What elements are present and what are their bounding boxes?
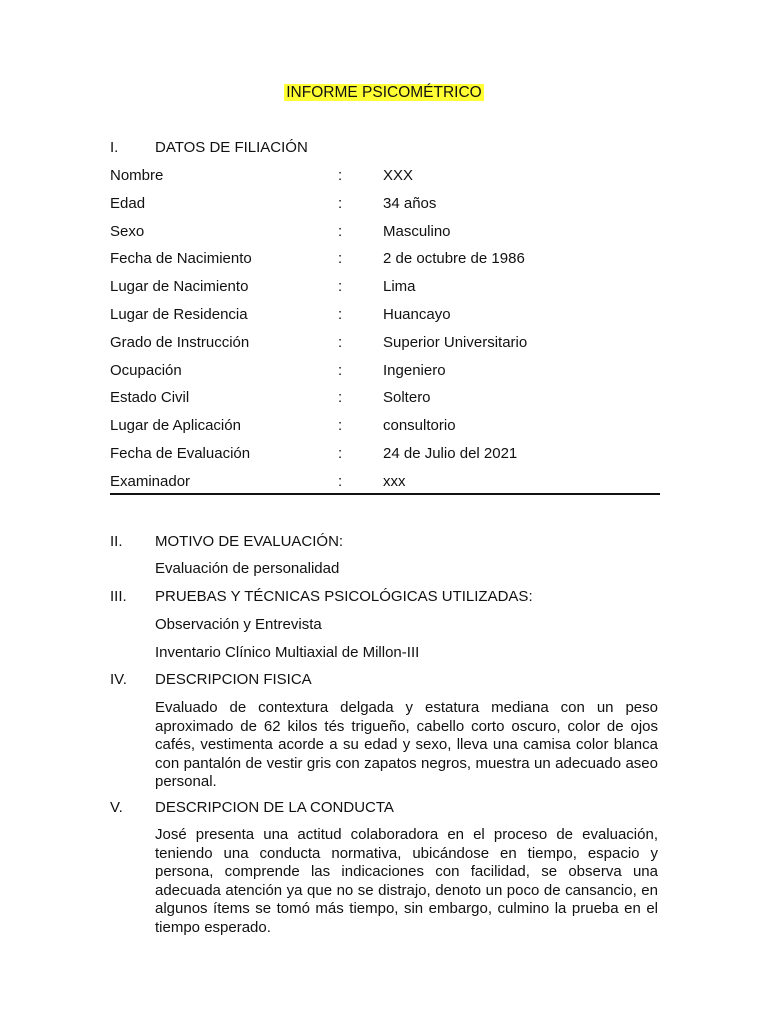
document-title: INFORME PSICOMÉTRICO <box>286 84 482 101</box>
field-label: Nombre <box>110 167 164 184</box>
section-title: DESCRIPCION FISICA <box>155 671 312 688</box>
section-2-heading <box>110 532 670 552</box>
behavior-description-paragraph: José presenta una actitud colaboradora en el proceso de evaluación, teniendo una conducta normativa, ubicándose en tiempo, espacio y persona, comprende las indicaciones con facilidad, se observa una adecuada atención ya que no se distrajo, denoto un poco de cansancio, en algunos ítems se tomó más tiempo, sin embargo, culmino la prueba en el tiempo esperado. <box>155 826 658 936</box>
section-number: I. <box>110 139 119 156</box>
field-label: Fecha de Nacimiento <box>110 250 252 268</box>
field-label: Sexo <box>110 222 145 240</box>
field-label: Lugar de Residencia <box>110 305 248 323</box>
field-label: Lugar de Aplicación <box>110 417 241 435</box>
table-row <box>110 472 660 500</box>
field-value: Superior Universitario <box>383 333 528 351</box>
field-separator: : <box>338 444 343 462</box>
field-value: XXX <box>383 167 414 184</box>
title-container <box>0 84 768 102</box>
field-separator: : <box>338 278 343 296</box>
field-label: Edad <box>110 194 146 212</box>
field-value: Lima <box>383 278 416 296</box>
table-row <box>110 416 660 444</box>
table-row <box>110 305 660 333</box>
section-4-heading <box>110 670 670 690</box>
field-separator: : <box>338 167 343 184</box>
field-separator: : <box>338 250 343 268</box>
section-3-heading <box>110 587 670 607</box>
section-title: MOTIVO DE EVALUACIÓN: <box>155 533 344 550</box>
field-value: consultorio <box>383 417 456 435</box>
table-row <box>110 166 660 194</box>
field-label: Fecha de Evaluación <box>110 444 251 462</box>
field-separator: : <box>338 389 343 407</box>
field-separator: : <box>338 305 343 323</box>
table-row <box>110 333 660 361</box>
field-label: Estado Civil <box>110 389 190 407</box>
table-row <box>110 388 660 416</box>
field-label: Ocupación <box>110 361 182 379</box>
section-1-heading <box>110 138 670 158</box>
section-title: PRUEBAS Y TÉCNICAS PSICOLÓGICAS UTILIZADAS: <box>155 588 533 605</box>
table-row <box>110 194 660 222</box>
field-separator: : <box>338 333 343 351</box>
field-value: Masculino <box>383 222 451 240</box>
filiation-table <box>110 166 660 500</box>
section-number: II. <box>110 533 123 550</box>
section-number: III. <box>110 588 127 605</box>
field-separator: : <box>338 417 343 435</box>
table-row <box>110 249 660 277</box>
field-value: xxx <box>383 472 406 490</box>
section-number: V. <box>110 799 123 816</box>
table-row <box>110 444 660 472</box>
section-title: DATOS DE FILIACIÓN <box>155 139 308 156</box>
field-value: 34 años <box>383 194 437 212</box>
table-row <box>110 277 660 305</box>
field-value: 2 de octubre de 1986 <box>383 250 525 268</box>
table-bottom-rule <box>110 493 660 495</box>
field-value: Soltero <box>383 389 431 407</box>
section-number: IV. <box>110 671 127 688</box>
field-separator: : <box>338 194 343 212</box>
field-separator: : <box>338 472 343 490</box>
list-item: Observación y Entrevista <box>155 616 322 633</box>
field-label: Examinador <box>110 472 191 490</box>
section-2-text: Evaluación de personalidad <box>155 560 340 577</box>
physical-description-paragraph: Evaluado de contextura delgada y estatura mediana con un peso aproximado de 62 kilos tés trigueño, cabello corto oscuro, color de ojos cafés, vestimenta acorde a su edad y sexo, lleva una camisa color blanca con pantalón de vestir gris con zapatos negros, muestra un adecuado aseo personal. <box>155 699 658 791</box>
table-row <box>110 222 660 250</box>
field-label: Lugar de Nacimiento <box>110 278 249 296</box>
field-value: Huancayo <box>383 305 451 323</box>
table-row <box>110 361 660 389</box>
field-separator: : <box>338 361 343 379</box>
section-title: DESCRIPCION DE LA CONDUCTA <box>155 799 394 816</box>
list-item: Inventario Clínico Multiaxial de Millon-III <box>155 644 420 661</box>
field-value: 24 de Julio del 2021 <box>383 444 518 462</box>
field-label: Grado de Instrucción <box>110 333 250 351</box>
field-value: Ingeniero <box>383 361 446 379</box>
field-separator: : <box>338 222 343 240</box>
section-5-heading <box>110 798 670 818</box>
